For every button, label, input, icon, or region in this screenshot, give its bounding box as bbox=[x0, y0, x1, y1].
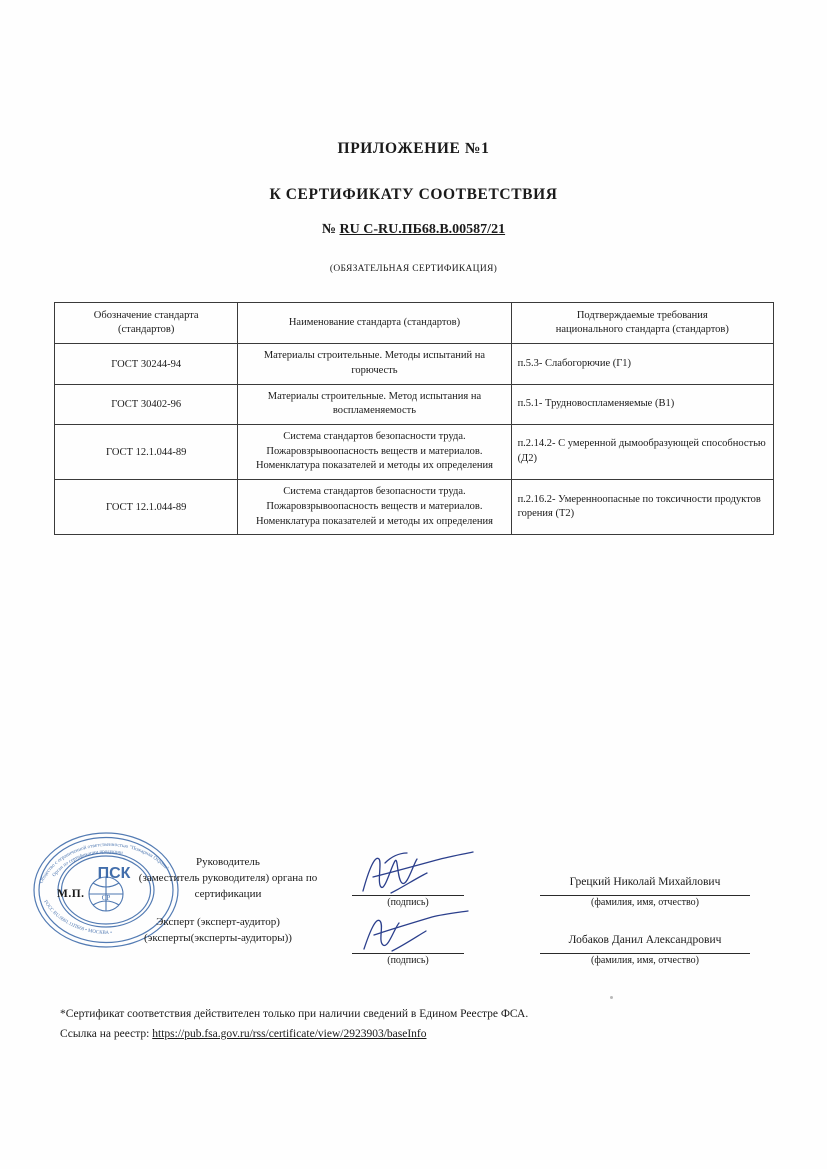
cell-standard: ГОСТ 30402-96 bbox=[55, 384, 238, 424]
cell-requirement: п.2.16.2- Умеренноопасные по токсичности продуктов горения (Т2) bbox=[511, 480, 773, 535]
signer-name-2: Лобаков Данил Александрович bbox=[568, 934, 722, 946]
column-header-requirements bbox=[511, 303, 773, 344]
handwritten-signature-1 bbox=[355, 847, 480, 902]
table-header-row bbox=[55, 303, 774, 344]
signer-role-head-line3: сертификации bbox=[194, 887, 262, 900]
table-row bbox=[55, 384, 774, 424]
registry-link[interactable]: https://pub.fsa.gov.ru/rss/certificate/view/2923903/baseInfo bbox=[152, 1028, 427, 1041]
page-title: ПРИЛОЖЕНИЕ №1 bbox=[337, 140, 490, 157]
signature-line-1 bbox=[352, 895, 464, 896]
handwritten-signature-2 bbox=[358, 907, 478, 959]
column-header-standard-line2: (стандартов) bbox=[117, 324, 175, 336]
cell-name: Материалы строительные. Метод испытания на воспламеняемость bbox=[238, 384, 511, 424]
svg-text:СР: СР bbox=[101, 894, 111, 902]
registry-link-row bbox=[60, 1024, 780, 1044]
signature-caption-1: (подпись) bbox=[387, 897, 429, 908]
name-caption-1: (фамилия, имя, отчество) bbox=[591, 897, 699, 908]
signer-role-head bbox=[128, 855, 328, 903]
column-header-requirements-line1: Подтверждаемые требования bbox=[576, 310, 708, 321]
signer-role-expert-line2: (эксперты(эксперты-аудиторы)) bbox=[144, 931, 292, 944]
certificate-number-value: RU C-RU.ПБ68.В.00587/21 bbox=[339, 222, 506, 237]
svg-text:Орган по сертификации продукци: Орган по сертификации продукции bbox=[51, 849, 124, 879]
table-header bbox=[55, 303, 774, 344]
name-line-1 bbox=[540, 895, 750, 896]
signature-line-2 bbox=[352, 953, 464, 954]
standards-table-wrapper bbox=[54, 302, 774, 535]
cell-standard: ГОСТ 12.1.044-89 bbox=[55, 480, 238, 535]
svg-text:Общество с ограниченной ответс: Общество с ограниченной ответственностью "Пожарная Охрана" bbox=[38, 841, 170, 885]
page-artifact-dot bbox=[610, 996, 613, 999]
document-subtitle-heading: К СЕРТИФИКАТУ СООТВЕТСТВИЯ bbox=[269, 186, 558, 203]
cell-requirement: п.5.1- Трудновоспламеняемые (В1) bbox=[511, 384, 773, 424]
certification-type: (ОБЯЗАТЕЛЬНАЯ СЕРТИФИКАЦИЯ) bbox=[329, 264, 498, 274]
signer-role-expert bbox=[108, 915, 328, 947]
cell-standard: ГОСТ 12.1.044-89 bbox=[55, 425, 238, 480]
column-header-standard-line1: Обозначение стандарта bbox=[93, 310, 199, 321]
column-header-requirements-line2: национального стандарта (стандартов) bbox=[555, 324, 729, 336]
cell-name: Материалы строительные. Методы испытаний на горючесть bbox=[238, 344, 511, 384]
column-header-standard bbox=[55, 303, 238, 344]
registry-label: Ссылка на реестр: bbox=[60, 1028, 153, 1041]
signer-role-expert-line1: Эксперт (эксперт-аудитор) bbox=[156, 916, 280, 928]
standards-table bbox=[54, 302, 774, 535]
cell-name: Система стандартов безопасности труда. Пожаровзрывоопасность веществ и материалов. Номенклатура показателей и методы их определения bbox=[238, 425, 511, 480]
name-line-2 bbox=[540, 953, 750, 954]
seal-place-label: М.П. bbox=[57, 888, 85, 900]
cell-name: Система стандартов безопасности труда. Пожаровзрывоопасность веществ и материалов. Номенклатура показателей и методы их определения bbox=[238, 480, 511, 535]
signature-block bbox=[0, 845, 827, 975]
signer-role-head-line2: (заместитель руководителя) органа по bbox=[138, 871, 318, 884]
name-caption-2: (фамилия, имя, отчество) bbox=[591, 955, 699, 966]
signer-role-head-line1: Руководитель bbox=[196, 856, 260, 868]
table-row bbox=[55, 344, 774, 384]
cell-standard: ГОСТ 30244-94 bbox=[55, 344, 238, 384]
footer-note bbox=[60, 1004, 780, 1044]
validity-note: *Сертификат соответствия действителен только при наличии сведений в Едином Реестре ФСА. bbox=[60, 1008, 529, 1020]
svg-text:ПСК: ПСК bbox=[97, 865, 131, 882]
certificate-number bbox=[0, 222, 827, 238]
table-row bbox=[55, 425, 774, 480]
cell-requirement: п.5.3- Слабогорючие (Г1) bbox=[511, 344, 773, 384]
signer-name-1: Грецкий Николай Михайлович bbox=[569, 876, 721, 888]
table-row bbox=[55, 480, 774, 535]
certificate-number-prefix: № bbox=[321, 222, 340, 237]
document-header bbox=[0, 140, 827, 274]
svg-text:РОСС RU.0001.11ПБ68 • МОСК: РОСС RU.0001.11ПБ68 • МОСКВА • bbox=[42, 899, 113, 936]
column-header-name: Наименование стандарта (стандартов) bbox=[238, 303, 511, 344]
signature-caption-2: (подпись) bbox=[387, 955, 429, 966]
cell-requirement: п.2.14.2- С умеренной дымообразующей способностью (Д2) bbox=[511, 425, 773, 480]
table-body bbox=[55, 344, 774, 535]
